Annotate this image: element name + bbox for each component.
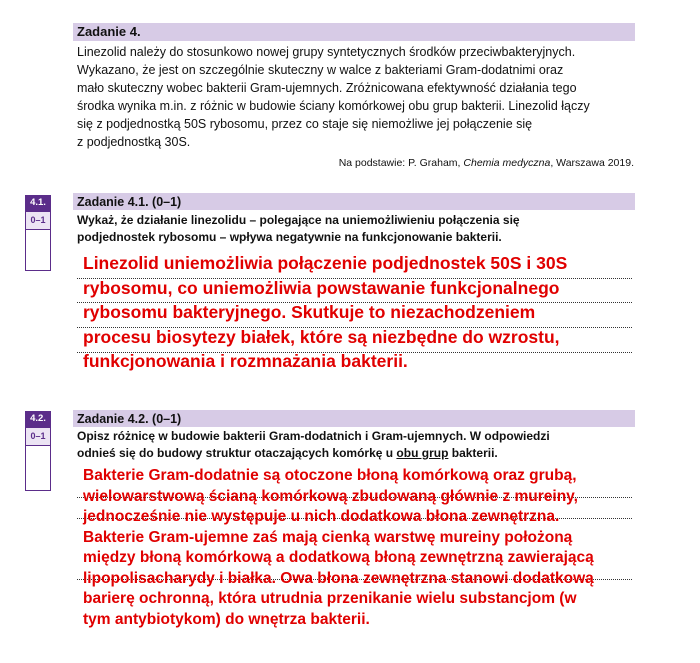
task-4-1-question <box>77 212 637 246</box>
answer-line: jednocześnie nie występuje u nich dodatkowa błona zewnętrzna. <box>83 508 560 525</box>
task-4-2-points-badge: 0–1 <box>25 427 51 445</box>
answer-line: tym antybiotykom) do wnętrza bakterii. <box>83 610 370 628</box>
intro-line: mało skuteczny wobec bakterii Gram-ujemnych. Zróżnicowana efektywność działania tego <box>77 81 577 95</box>
answer-line: Bakterie Gram-ujemne zaś mają cienką warstwę mureiny położoną <box>83 528 573 546</box>
task-4-2-header <box>73 410 635 427</box>
question-text: bakterii. <box>448 446 498 460</box>
answer-line: procesu biosytezy białek, które są niezbędne do wzrostu, <box>83 326 560 347</box>
question-line: Wykaż, że działanie linezolidu – polegające na uniemożliwieniu połączenia się <box>77 213 520 227</box>
intro-line: się z podjednostką 50S rybosomu, przez co staje się niemożliwe jej połączenie się <box>77 117 533 131</box>
answer-line: funkcjonowania i rozmnażania bakterii. <box>83 351 408 371</box>
answer-line: rybosomu bakteryjnego. Skutkuje to niezachodzeniem <box>83 302 536 322</box>
intro-line: środka wynika m.in. z różnic w budowie ściany komórkowej obu grup bakterii. Linezolid łączy <box>77 99 590 113</box>
answer-line: lipopolisacharydy i białka. Owa błona zewnętrzna stanowi dodatkową <box>83 569 594 587</box>
answer-line: między błoną komórkową a dodatkową błoną zewnętrzną zawierającą <box>83 549 594 566</box>
task-4-intro-text <box>77 43 637 151</box>
source-citation <box>320 156 634 170</box>
task-4-2-answer[interactable] <box>83 466 683 630</box>
task-4-1-points-badge: 0–1 <box>25 211 51 229</box>
source-title: Chemia medyczna <box>463 157 551 169</box>
question-line: podjednostek rybosomu – wpływa negatywnie na funkcjonowanie bakterii. <box>77 230 502 244</box>
question-line: Opisz różnicę w budowie bakterii Gram-dodatnich i Gram-ujemnych. W odpowiedzi <box>77 429 550 443</box>
question-underlined-text: obu grup <box>396 446 449 460</box>
intro-line: z podjednostką 30S. <box>77 135 191 149</box>
answer-line: rybosomu, co uniemożliwia powstawanie funkcjonalnego <box>83 277 560 298</box>
task-4-1-number-badge: 4.1. <box>25 195 51 211</box>
intro-line: Linezolid należy do stosunkowo nowej grupy syntetycznych środków przeciwbakteryjnych. <box>77 45 576 59</box>
task-4-1-answer[interactable] <box>83 251 643 374</box>
source-prefix: Na podstawie: P. Graham, <box>338 157 464 169</box>
task-4-1-score-box[interactable] <box>25 229 51 271</box>
task-4-header <box>73 23 635 41</box>
question-line <box>77 445 637 462</box>
answer-line: Bakterie Gram-dodatnie są otoczone błoną komórkową oraz grubą, <box>83 467 577 484</box>
task-4-2-number-badge: 4.2. <box>25 411 51 427</box>
question-text: odnieś się do budowy struktur otaczających komórkę u <box>77 446 397 460</box>
task-4-1-header <box>73 193 635 210</box>
task-4-2-question <box>77 428 637 462</box>
answer-line: barierę ochronną, która utrudnia przenikanie wielu substancjom (w <box>83 590 577 607</box>
task-4-title: Zadanie 4. <box>77 24 141 39</box>
intro-line: Wykazano, że jest on szczególnie skuteczny w walce z bakteriami Gram-dodatnimi oraz <box>77 63 564 77</box>
task-4-1-title: Zadanie 4.1. (0–1) <box>77 195 182 209</box>
source-suffix: , Warszawa 2019. <box>550 157 634 169</box>
answer-line: wielowarstwową ścianą komórkową zbudowaną głównie z mureiny, <box>83 487 578 505</box>
task-4-2-score-box[interactable] <box>25 445 51 491</box>
answer-line: Linezolid uniemożliwia połączenie podjednostek 50S i 30S <box>83 253 568 273</box>
task-4-2-title: Zadanie 4.2. (0–1) <box>77 412 182 426</box>
